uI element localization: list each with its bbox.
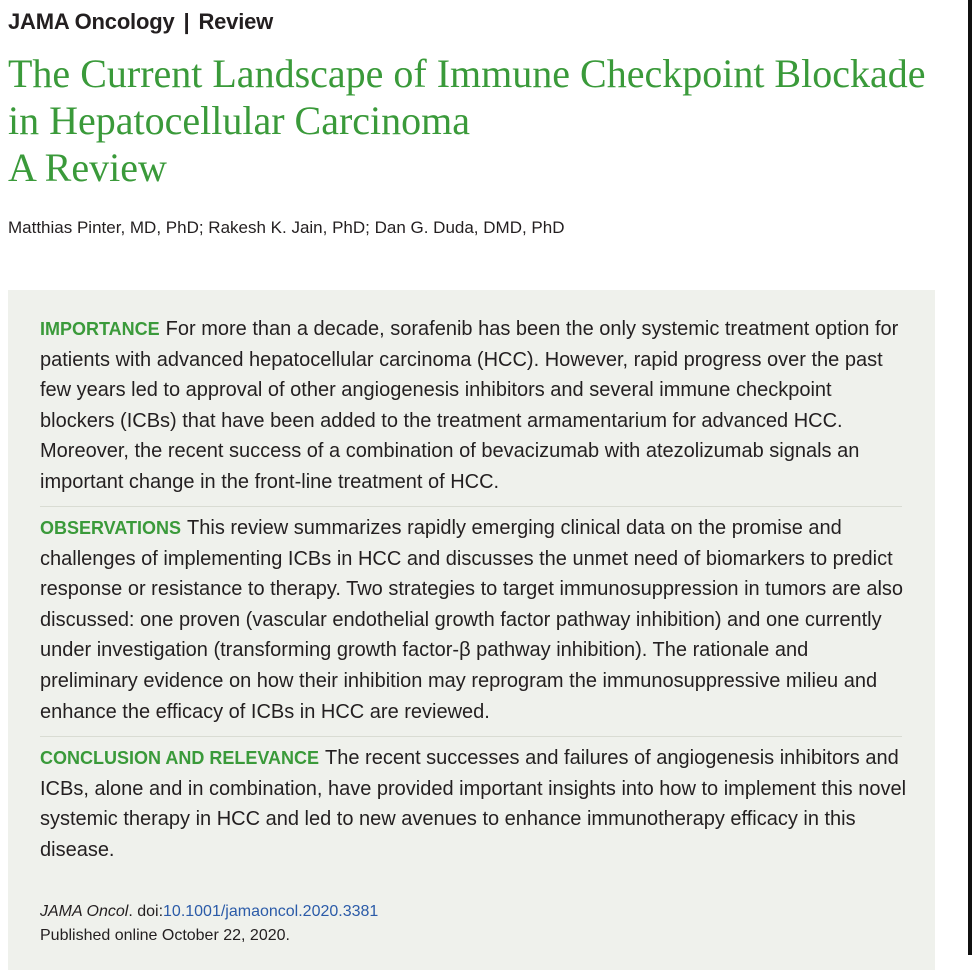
importance-label: IMPORTANCE	[40, 319, 160, 339]
title-line-2: in Hepatocellular Carcinoma	[8, 98, 471, 143]
publication-date: Published online October 22, 2020.	[40, 927, 290, 944]
citation-journal: JAMA Oncol	[40, 903, 129, 920]
abstract-box	[8, 290, 935, 970]
title-subtitle: A Review	[8, 145, 167, 190]
journal-name: JAMA Oncology	[8, 9, 175, 34]
importance-section	[40, 314, 910, 498]
journal-header	[8, 9, 273, 35]
title-line-1: The Current Landscape of Immune Checkpoint Blockade	[8, 51, 926, 96]
importance-text: For more than a decade, sorafenib has been the only systemic treatment option for patients with advanced hepatocellular carcinoma (HCC). However, rapid progress over the past few years led to approval of other angiogenesis inhibitors and several immune checkpoint blockers (ICBs) that have been added to the treatment armamentarium for advanced HCC. Moreover, the recent success of a combination of bevacizumab with atezolizumab signals an important change in the front-line treatment of HCC.	[40, 318, 899, 493]
citation	[40, 900, 378, 948]
conclusion-label: CONCLUSION AND RELEVANCE	[40, 748, 320, 768]
section-divider	[40, 506, 902, 507]
citation-doi-prefix: . doi:	[128, 903, 164, 920]
conclusion-section	[40, 743, 910, 865]
doi-link[interactable]: 10.1001/jamaoncol.2020.3381	[163, 903, 379, 920]
observations-label: OBSERVATIONS	[40, 518, 182, 538]
conclusion-text: The recent successes and failures of angiogenesis inhibitors and ICBs, alone and in combination, have provided important insights into how to implement this novel systemic therapy in HCC and led to new avenues to enhance immunotherapy efficacy in this disease.	[40, 747, 907, 861]
article-title	[8, 50, 972, 191]
section-divider	[40, 736, 902, 737]
header-separator: |	[183, 9, 190, 34]
page-edge	[968, 0, 972, 955]
observations-text: This review summarizes rapidly emerging clinical data on the promise and challenges of implementing ICBs in HCC and discusses the unmet need of biomarkers to predict response or resistance to therapy. Two strategies to target immunosuppression in tumors are also discussed: one proven (vascular endothelial growth factor pathway inhibition) and one currently under investigation (transforming growth factor-β pathway inhibition). The rationale and preliminary evidence on how their inhibition may reprogram the immunosuppressive milieu and enhance the efficacy of ICBs in HCC are reviewed.	[40, 517, 904, 723]
article-type: Review	[198, 9, 274, 34]
observations-section	[40, 513, 910, 727]
author-list: Matthias Pinter, MD, PhD; Rakesh K. Jain, PhD; Dan G. Duda, DMD, PhD	[8, 218, 565, 237]
citation-doi-line	[40, 900, 378, 924]
